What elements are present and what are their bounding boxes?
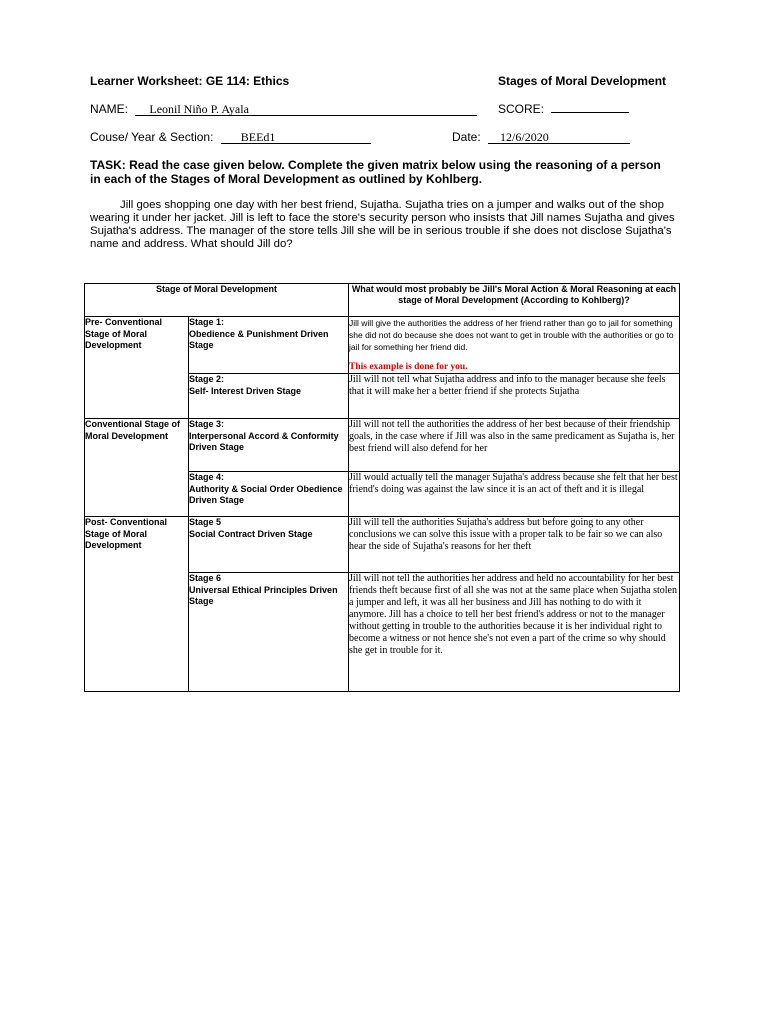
stage-name: Social Contract Driven Stage [189,528,313,539]
stage-number: Stage 1: [189,317,225,327]
col-reasoning-header: What would most probably be Jill's Moral Action & Moral Reasoning at each stage of Moral Development (According to Kohlberg)? [349,284,680,317]
level-post-conventional: Post- Conventional Stage of Moral Development [85,517,189,692]
stage-1-answer-cell [349,317,680,374]
stage-number: Stage 3: [189,419,225,429]
stage-3-answer-field[interactable]: Jill will not tell the authorities the address of her best because of their friendship goals, in the case where if Jill was also in the same predicament as Sujatha is, her best friend will also defend for her [349,419,680,472]
task-instructions: TASK: Read the case given below. Complete the given matrix below using the reasoning of a person in each of the Stages of Moral Development as outlined by Kohlberg. [90,158,661,186]
section-field[interactable]: BEEd1 [221,131,371,144]
stage-name: Authority & Social Order Obedience Driven Stage [189,483,343,505]
stage-4-answer-field[interactable]: Jill would actually tell the manager Sujatha's address because she felt that her best friend's doing was against the law since it is an act of theft and it is illegal [349,472,680,517]
worksheet-topic: Stages of Moral Development [498,74,667,88]
case-story: Jill goes shopping one day with her best friend, Sujatha. Sujatha tries on a jumper and walks out of the shop wearing it under her jacket. Jill is left to face the store's security person who insists that Jill names Sujatha and gives Sujatha's address. The manager of the store tells Jill she will be in serious trouble if she does not disclose Sujatha's name and address. What should Jill do? [90,199,675,250]
name-row [90,102,477,116]
col-stage-header: Stage of Moral Development [85,284,349,317]
stage-name: Obedience & Punishment Driven Stage [189,328,329,350]
stage-name: Self- Interest Driven Stage [189,385,302,396]
section-row [90,130,371,144]
stage-5-answer-field[interactable]: Jill will tell the authorities Sujatha's address but before going to any other conclusions we can solve this issue with a proper talk to be fair so we can also hear the side of Sujatha's reasons for her theft [349,517,680,573]
date-field[interactable]: 12/6/2020 [488,131,630,144]
stage-number: Stage 6 [189,573,222,583]
score-row [498,102,629,116]
stage-5-cell [189,517,349,573]
stage-name: Universal Ethical Principles Driven Stage [189,584,338,606]
stage-2-answer-field[interactable]: Jill will not tell what Sujatha address and info to the manager because she feels that it will make her a better friend if she protects Sujatha [349,374,680,419]
score-field[interactable] [551,112,629,113]
stage-6-answer-field[interactable]: Jill will not tell the authorities her address and held no accountability for her best friends theft because first of all she was not at the same place when Sujatha stolen a jumper and left, it was all her business and Jill has nothing to do with it anymore. Jill has a choice to tell her best friend's address or not to the manager without getting in trouble to the authorities because it is her individual right to become a witness or not hence she's not even a part of the crime so why should she get in trouble for it. [349,573,680,692]
moral-development-matrix [84,283,680,692]
level-conventional: Conventional Stage of Moral Development [85,419,189,517]
name-label: NAME: [90,102,129,116]
stage-number: Stage 4: [189,472,225,482]
stage-3-cell [189,419,349,472]
stage-4-cell [189,472,349,517]
example-note: This example is done for you. [349,362,468,372]
worksheet-title: Learner Worksheet: GE 114: Ethics [90,74,290,88]
stage-name: Interpersonal Accord & Conformity Driven Stage [189,430,339,452]
table-header-row [85,284,680,317]
stage-6-cell [189,573,349,692]
table-row [85,517,680,573]
table-row [85,317,680,374]
level-pre-conventional: Pre- Conventional Stage of Moral Development [85,317,189,419]
stage-2-cell [189,374,349,419]
stage-1-cell [189,317,349,374]
date-label: Date: [452,130,481,144]
section-label: Couse/ Year & Section: [90,130,214,144]
stage-number: Stage 5 [189,517,222,527]
stage-number: Stage 2: [189,374,225,384]
name-field[interactable]: Leonil Niño P. Ayala [135,103,477,116]
answer-text: Jill will give the authorities the address of her friend rather than go to jail for something she did not do because she does not want to get in trouble with the authorities or go to jail for something her friend did. [349,318,674,352]
table-row [85,419,680,472]
score-label: SCORE: [498,102,545,116]
date-row [452,130,630,144]
